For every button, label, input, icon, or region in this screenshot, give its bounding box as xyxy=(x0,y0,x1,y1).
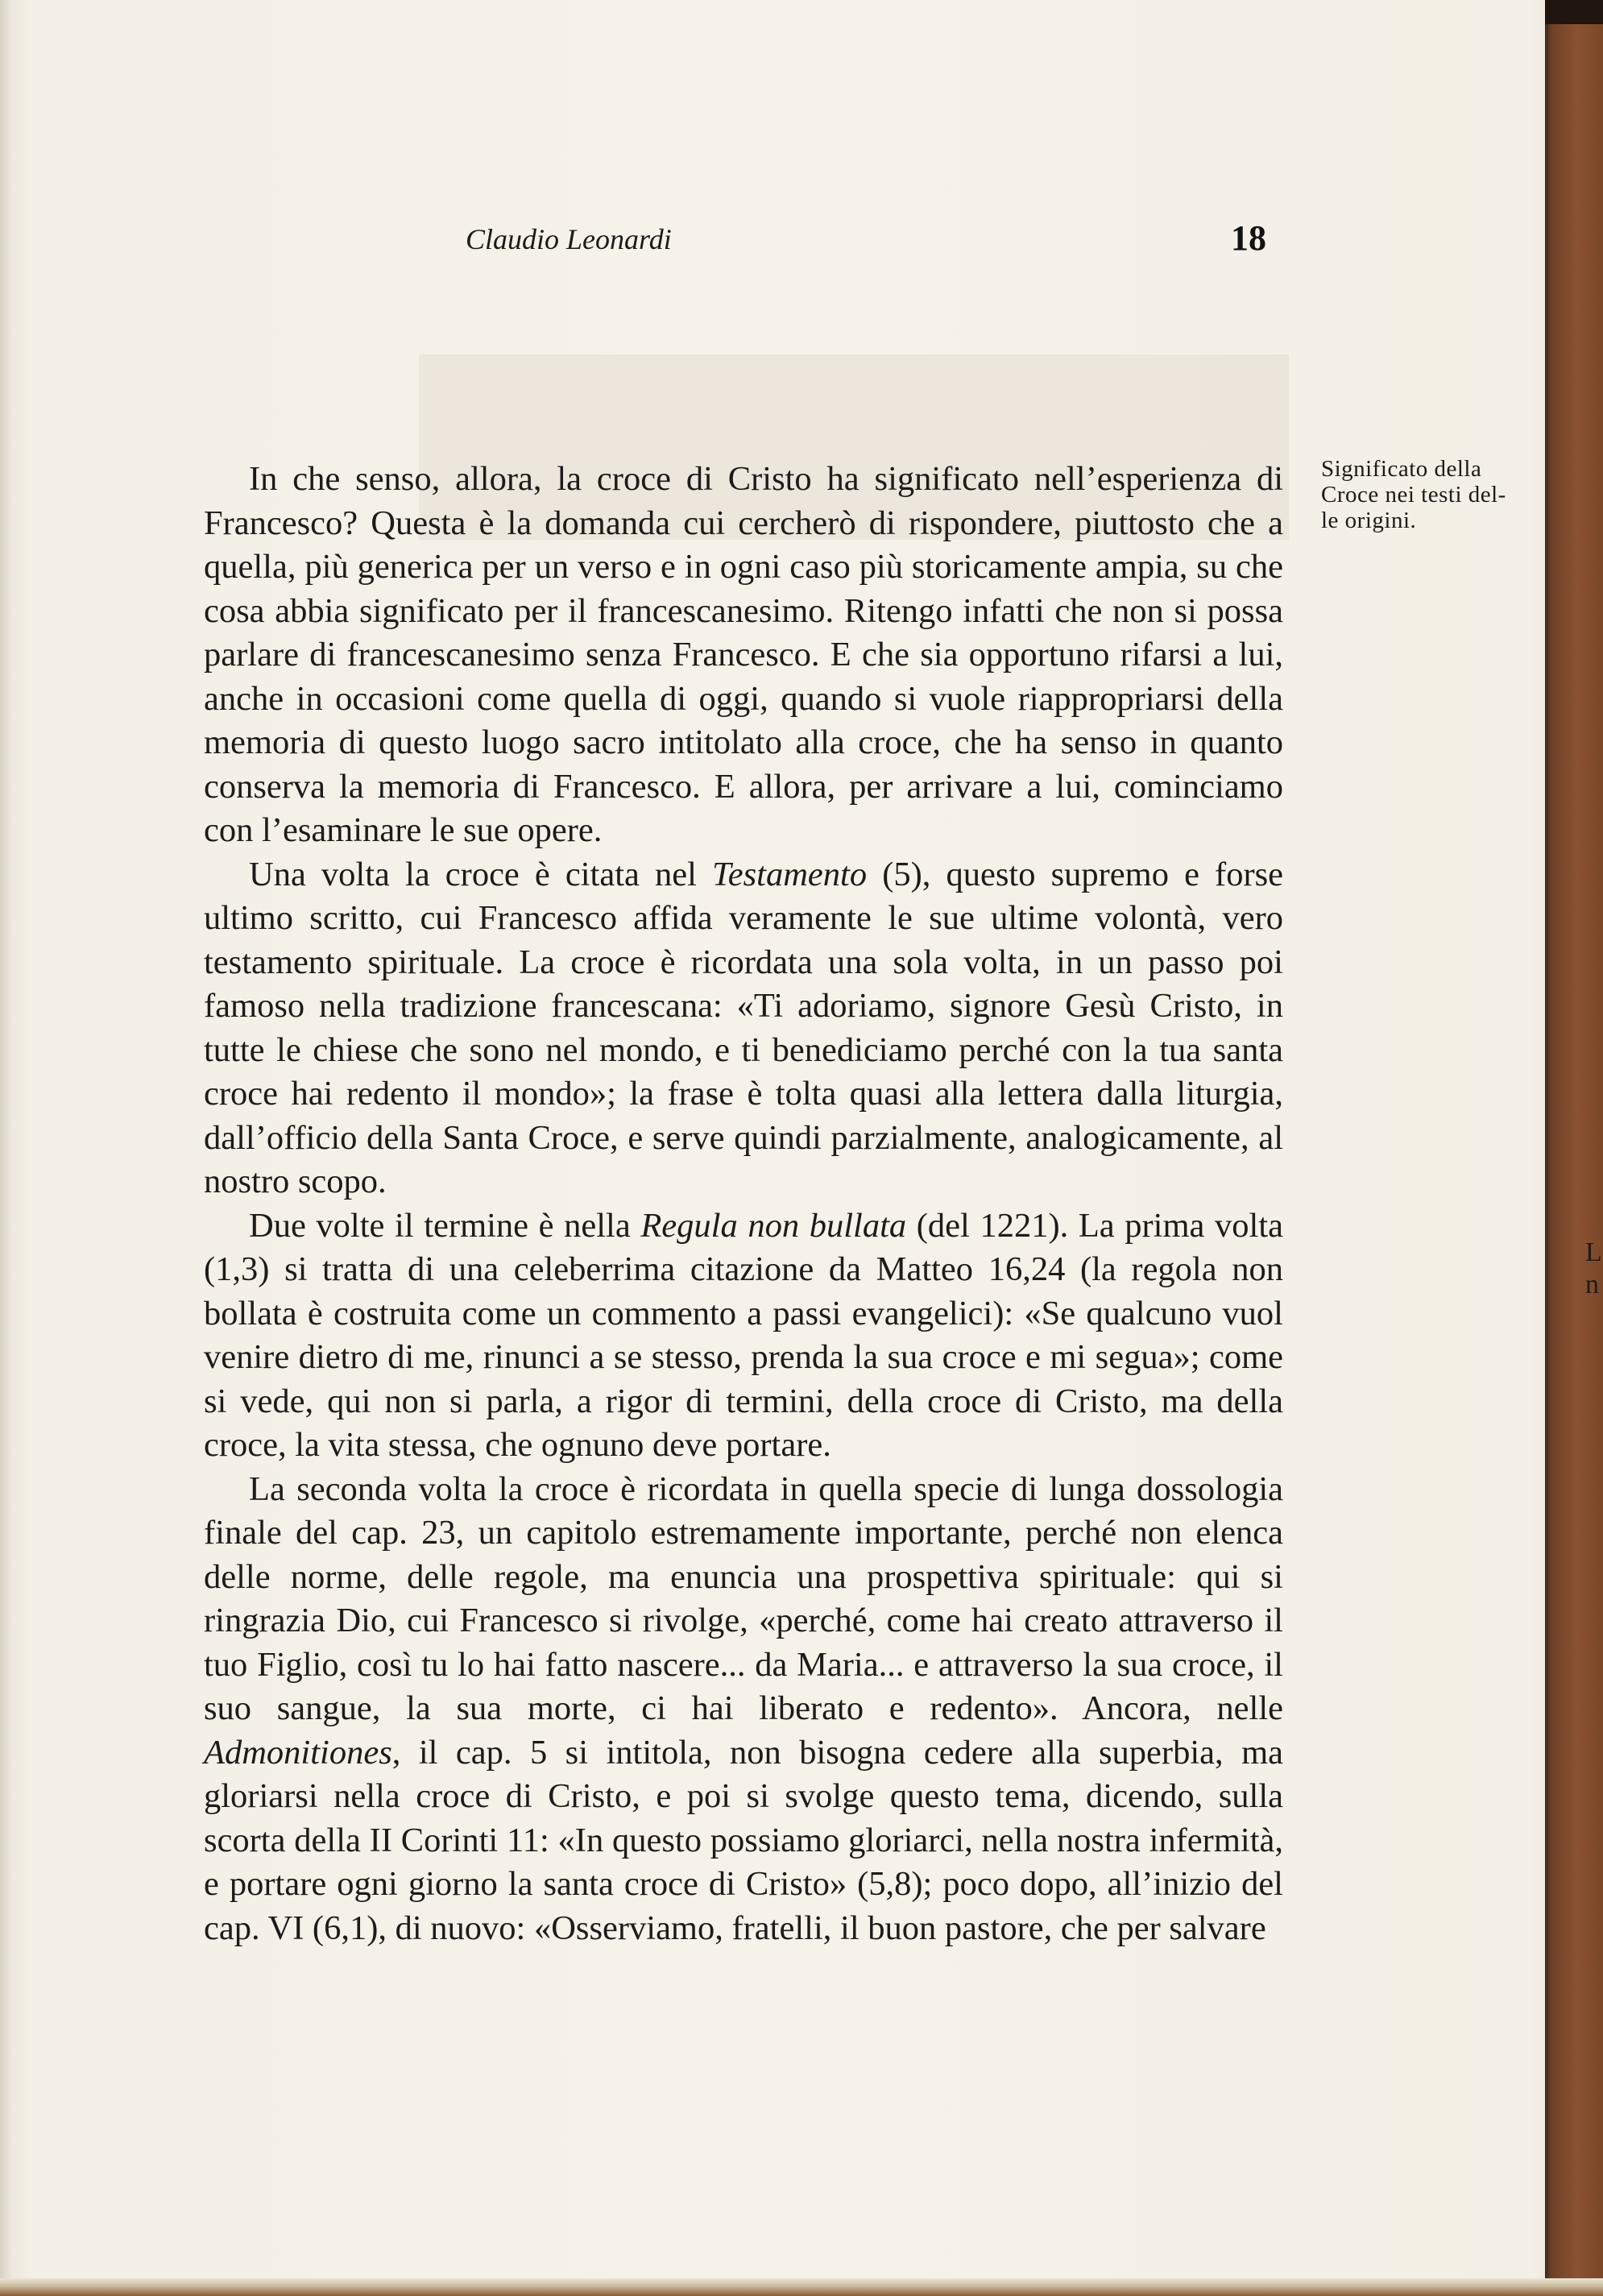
paragraph-text: Due volte il termine è nella xyxy=(249,1206,641,1245)
work-title: Regula non bullata xyxy=(640,1206,907,1245)
book-cover-shadow xyxy=(1545,0,1603,24)
margin-note-line: le origini. xyxy=(1321,508,1417,533)
book-cover-edge xyxy=(1545,0,1603,2296)
paragraph-text: La seconda volta la croce è ricordata in quella specie di lunga dossologia finale del cap. 23, un capitolo estremamente importante, perché non elenca delle norme, delle regole, ma enuncia una prospettiva spirituale: qui si ringrazia Dio, cui Francesco si rivolge, «perché, come hai creato attraverso il tuo Figlio, così tu lo hai fatto nascere... da Maria... e attraverso la sua croce, il suo sangue, la sua morte, ci hai liberato e redento». Ancora, nelle xyxy=(204,1469,1283,1727)
page-number: 18 xyxy=(1231,218,1266,258)
margin-note xyxy=(1321,456,1514,533)
running-head-author: Claudio Leonardi xyxy=(466,223,672,255)
margin-note-line: Croce nei testi del- xyxy=(1321,482,1506,508)
facing-page-letter: L xyxy=(1585,1237,1602,1267)
paragraph-1 xyxy=(204,458,1283,853)
paragraph-text: In che senso, allora, la croce di Cristo ha significato nell’esperienza di Francesco? Questa è la domanda cui cercherò di rispondere, piuttosto che a quella, più generica per un verso e in ogni caso più storicamente ampia, su che cosa abbia significato per il francescanesimo. Ritengo infatti che non si possa parlare di francescanesimo senza Francesco. E che sia opportuno rifarsi a lui, anche in occasioni come quella di oggi, quando si vuole riappropriarsi della memoria di questo luogo sacro intitolato alla croce, che ha senso in quanto conserva la memoria di Francesco. E allora, per arrivare a lui, cominciamo con l’esaminare le sue opere. xyxy=(204,460,1283,849)
paragraph-text: , il cap. 5 si intitola, non bisogna cedere alla superbia, ma gloriarsi nella croce di Cristo, e poi si svolge questo tema, dicendo, sulla scorta della II Corinti 11: «In questo possiamo gloriarci, nella nostra infermità, e portare ogni giorno la santa croce di Cristo» (5,8); poco dopo, all’inizio del cap. VI (6,1), di nuovo: «Osserviamo, fratelli, il buon pastore, che per salvare xyxy=(204,1733,1283,1947)
paragraph-text: Una volta la croce è citata nel xyxy=(249,855,713,893)
paragraph-2 xyxy=(204,853,1283,1204)
paragraph-text: (5), questo supremo e forse ultimo scritto, cui Francesco affida veramente le sue ultime volontà, vero testamento spirituale. La croce è ricordata una sola volta, in un passo poi famoso nella tradizione francescana: «Ti adoriamo, signore Gesù Cristo, in tutte le chiese che sono nel mondo, e ti benediciamo perché con la tua santa croce hai redento il mondo»; la frase è tolta quasi alla lettera dalla liturgia, dall’officio della Santa Croce, e serve quindi parzialmente, analogicamente, al nostro scopo. xyxy=(204,855,1284,1200)
facing-page-fragment xyxy=(1585,1237,1602,1301)
page-gutter-edge xyxy=(0,0,11,2296)
paragraph-4 xyxy=(204,1468,1283,1951)
page-bottom-edge xyxy=(0,2278,1603,2296)
margin-note-line: Significato della xyxy=(1321,456,1482,482)
work-title: Admonitiones xyxy=(204,1733,392,1772)
paragraph-3 xyxy=(204,1204,1283,1468)
running-header xyxy=(0,218,1603,266)
facing-page-letter: n xyxy=(1585,1270,1599,1299)
body-text xyxy=(204,458,1283,1950)
work-title: Testamento xyxy=(712,855,868,893)
paragraph-text: (del 1221). La prima volta (1,3) si tratta di una celeberrima citazione da Matteo 16,24 (la regola non bollata è costruita come un commento a passi evangelici): «Se qualcuno vuol venire dietro di me, rinunci a se stesso, prenda la sua croce e mi segua»; come si vede, qui non si parla, a rigor di termini, della croce di Cristo, ma della croce, la vita stessa, che ognuno deve portare. xyxy=(204,1206,1283,1464)
